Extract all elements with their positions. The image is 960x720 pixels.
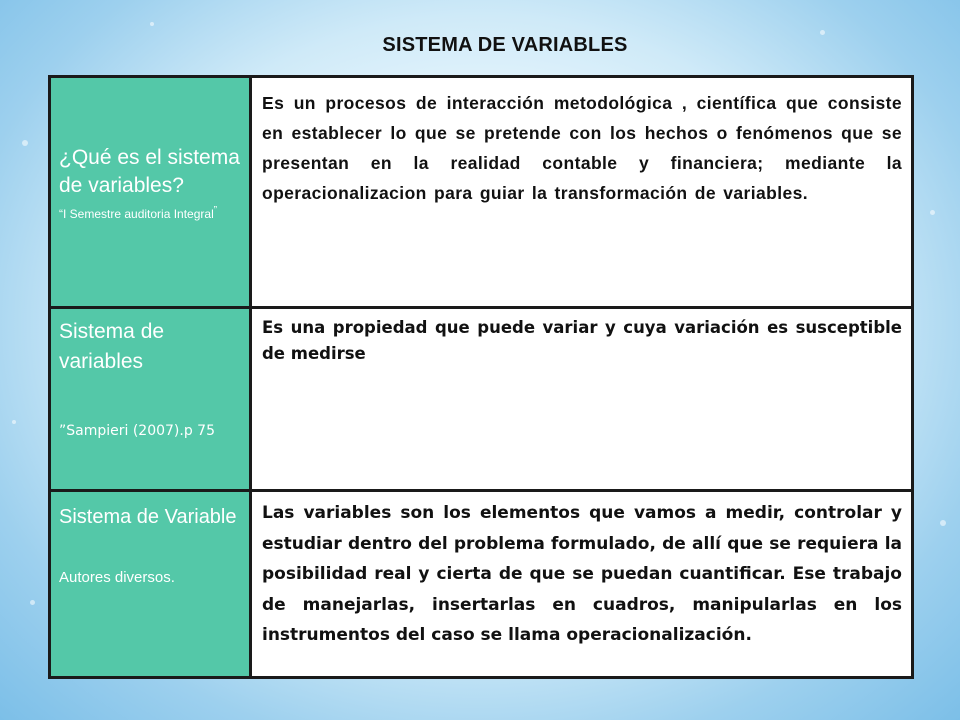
row-label-cell <box>50 77 251 308</box>
row-source-note: Autores diversos. <box>59 569 175 586</box>
row-heading: Sistema de Variable <box>59 506 237 528</box>
bokeh-sparkle <box>30 600 35 605</box>
row-source-note: ”Sampieri (2007).p 75 <box>59 423 215 439</box>
open-quote: “ <box>59 207 63 221</box>
variables-table <box>48 75 914 679</box>
row-heading: Sistema de variables <box>59 320 165 373</box>
row-label-cell <box>50 308 251 491</box>
bokeh-sparkle <box>930 210 935 215</box>
table-row <box>50 308 913 491</box>
row-description-cell <box>251 308 913 491</box>
row-heading: ¿Qué es el sistema de variables? <box>59 146 240 197</box>
bokeh-sparkle <box>150 22 154 26</box>
bokeh-sparkle <box>12 420 16 424</box>
row-description: Es un procesos de interacción metodológica , científica que consiste en establecer lo que se pretende con los hechos o fenómenos que se presentan en la realidad contable y financiera; mediante la operacionalizacion para guiar la transformación de variables. <box>262 93 902 203</box>
bokeh-sparkle <box>940 520 946 526</box>
row-description: Es una propiedad que puede variar y cuya variación es susceptible de medirse <box>262 318 902 363</box>
close-quote: ” <box>213 205 218 216</box>
row-source-text: I Semestre auditoria Integral <box>63 207 214 221</box>
row-label-cell <box>50 491 251 678</box>
table-row <box>50 77 913 308</box>
row-description-cell <box>251 491 913 678</box>
table-row <box>50 491 913 678</box>
row-description: Las variables son los elementos que vamos a medir, controlar y estudiar dentro del problema formulado, de allí que se requiera la posibilidad real y cierta de que se puedan cuantificar. Ese trabajo de manejarlas, insertarlas en cuadros, manipularlas en los instrumentos del caso se llama operacionalización. <box>262 503 902 645</box>
page-title: SISTEMA DE VARIABLES <box>382 34 628 56</box>
bokeh-sparkle <box>22 140 28 146</box>
row-source-note <box>59 200 241 225</box>
row-description-cell <box>251 77 913 308</box>
